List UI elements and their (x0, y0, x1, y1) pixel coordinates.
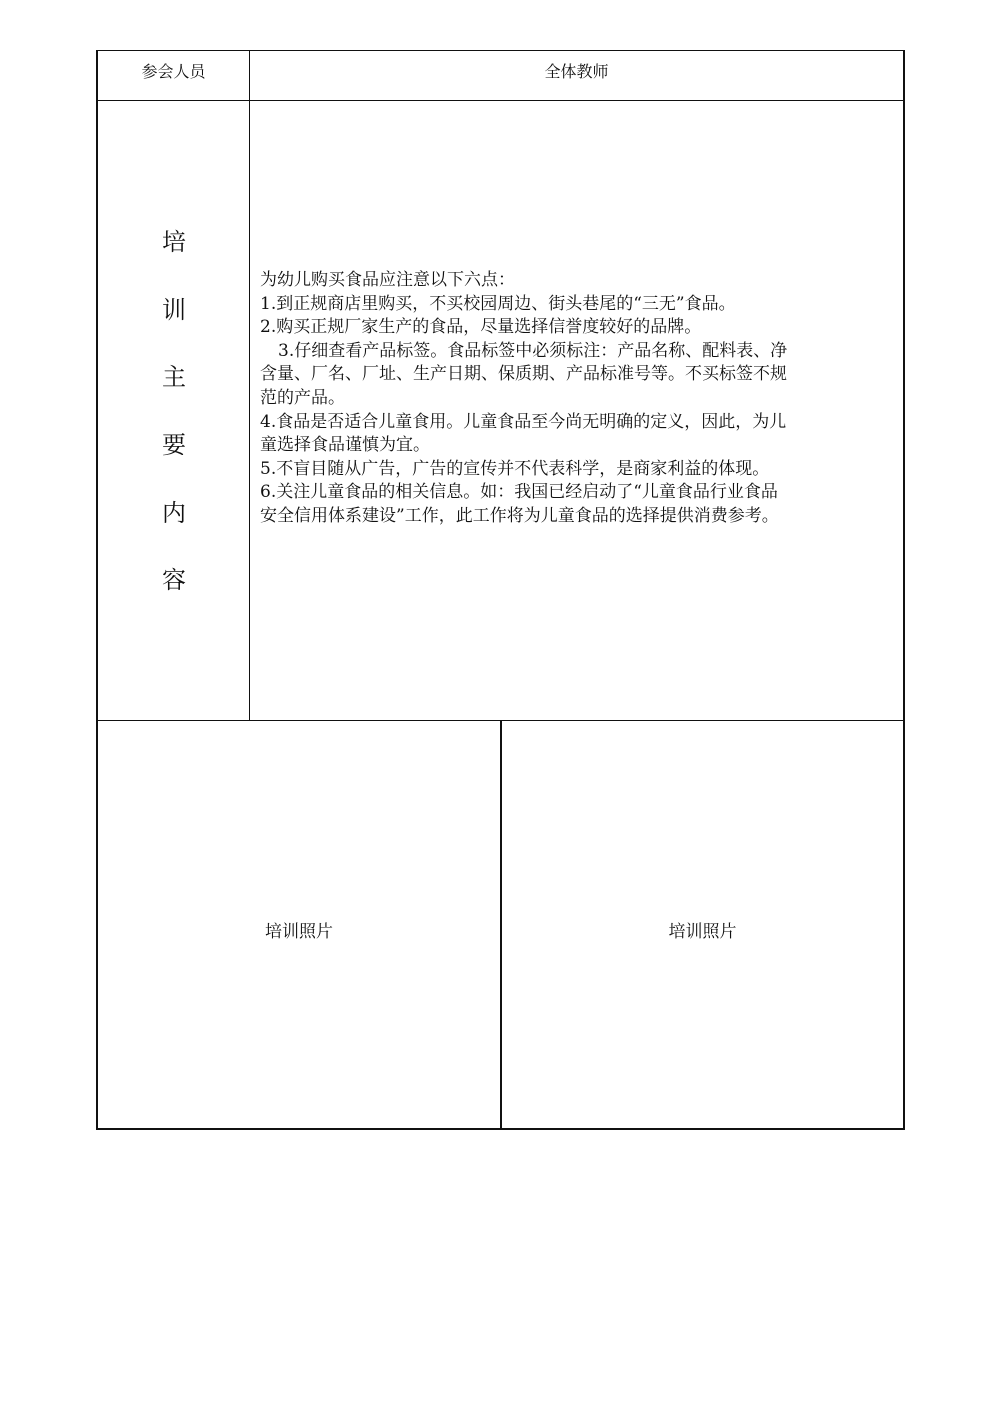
photos-row (98, 721, 903, 1129)
content-line: 1.到正规商店里购买，不买校园周边、街头巷尾的“三无”食品。 (260, 293, 736, 314)
content-line: 6.关注儿童食品的相关信息。如：我国已经启动了“儿童食品行业食品 (260, 482, 778, 503)
content-line: 范的产品。 (260, 387, 345, 408)
attendees-value: 全体教师 (544, 62, 609, 81)
photo-caption-left: 培训照片 (265, 922, 333, 942)
content-line: 3.仔细查看产品标签。食品标签中必须标注：产品名称、配料表、净 (278, 340, 788, 361)
photo-caption-right: 培训照片 (668, 922, 737, 942)
content-line: 5.不盲目随从广告，广告的宣传并不代表科学，是商家利益的体现。 (260, 458, 770, 479)
training-content-row (98, 101, 903, 721)
label-char: 要 (162, 431, 186, 459)
label-char: 培 (162, 228, 186, 256)
training-content-body (260, 269, 900, 529)
training-record-table (96, 50, 905, 1130)
attendees-row (98, 51, 903, 101)
content-intro: 为幼儿购买食品应注意以下六点： (260, 270, 515, 290)
content-line: 2.购买正规厂家生产的食品，尽量选择信誉度较好的品牌。 (260, 317, 702, 338)
label-char: 内 (162, 499, 186, 527)
content-line: 含量、厂名、厂址、生产日期、保质期、产品标准号等。不买标签不规 (260, 364, 787, 385)
photo-cell-right (502, 721, 903, 1129)
label-char: 训 (162, 296, 186, 324)
label-char: 主 (162, 363, 186, 391)
content-line: 安全信用体系建设”工作，此工作将为儿童食品的选择提供消费参考。 (260, 505, 779, 526)
content-line: 童选择食品谨慎为宜。 (260, 435, 430, 456)
content-line: 4.食品是否适合儿童食用。儿童食品至今尚无明确的定义，因此，为儿 (260, 411, 787, 432)
photo-cell-left (98, 721, 502, 1129)
label-char: 容 (162, 566, 186, 594)
training-content-label (98, 101, 250, 720)
attendees-label: 参会人员 (98, 51, 250, 100)
